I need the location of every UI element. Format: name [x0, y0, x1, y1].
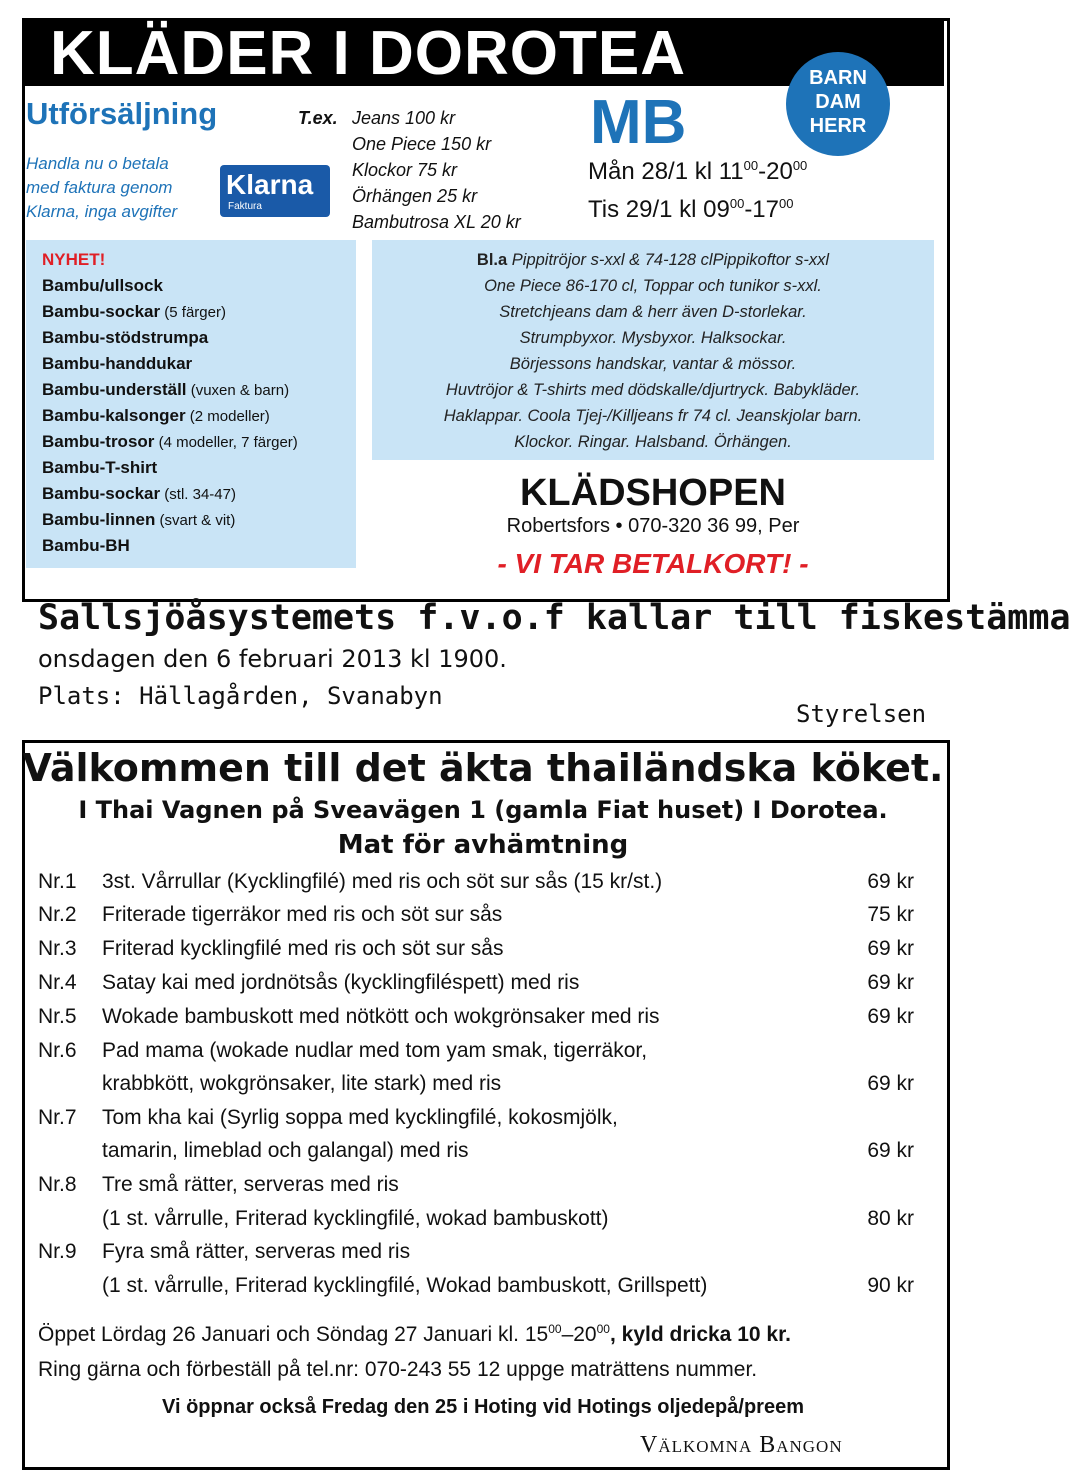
menu-item-description: (1 st. vårrulle, Friterad kycklingfilé, Wokad bambuskott, Grillspett) — [102, 1274, 708, 1297]
menu-item-description: Friterade tigerräkor med ris och söt sur sås — [102, 903, 503, 926]
menu-item-number: Nr.2 — [38, 903, 77, 926]
sale-date-line: Mån 28/1 kl $11^{00}-20^{00}$ — [588, 158, 808, 185]
product-item: Bambu-BH — [42, 536, 130, 555]
assortment-line: Stretchjeans dam & herr även D-storlekar. — [499, 303, 807, 321]
opening-hours: Öppet Lördag 26 Januari och Söndag 27 Januari kl. $15^{00}-20^{00}$, kyld dricka 10 kr. — [38, 1322, 791, 1346]
menu-item-number: Nr.9 — [38, 1240, 77, 1263]
menu-item-description: Tre små rätter, serveras med ris — [102, 1173, 399, 1196]
menu-item-number: Nr.3 — [38, 937, 77, 960]
new-products-heading: NYHET! — [42, 250, 106, 269]
thai-ad-title: Välkommen till det äkta thailändska köket. — [22, 746, 944, 790]
fishing-meeting-title: Sallsjöåsystemets f.v.o.f kallar till fiskestämma — [38, 598, 1071, 638]
assortment-line: One Piece 86-170 cl, Toppar och tunikor s-xxl. — [484, 277, 822, 295]
assortment-line: Haklappar. Coola Tjej-/Killjeans fr 74 cl. Jeanskjolar barn. — [443, 407, 863, 425]
shop-contact: Robertsfors • 070-320 36 99, Per — [506, 515, 800, 537]
menu-item-price: 75 kr — [867, 903, 914, 926]
assortment-line: Huvtröjor & T-shirts med dödskalle/djurtryck. Babykläder. — [445, 381, 861, 399]
badge-line-herr: HERR — [809, 115, 867, 137]
menu-item-description: Satay kai med jordnötsås (kycklingfiléspett) med ris — [102, 971, 580, 994]
klarna-logo — [220, 165, 330, 217]
thai-ad-takeaway: Mat för avhämtning — [337, 830, 629, 860]
product-item: Bambu-sockar (5 färger) — [42, 302, 226, 321]
menu-item-price: 69 kr — [867, 1072, 914, 1095]
price-item: Örhängen 25 kr — [352, 186, 478, 206]
menu-item-description: Friterad kycklingfilé med ris och söt sur sås — [102, 937, 504, 960]
menu-item-price: 69 kr — [867, 971, 914, 994]
order-phone-line: Ring gärna och förbeställ på tel.nr: 070-243 55 12 uppge maträttens nummer. — [38, 1358, 758, 1381]
fishing-meeting-date: onsdagen den 6 februari 2013 kl 1900. — [38, 645, 507, 673]
menu-item-description: Fyra små rätter, serveras med ris — [102, 1240, 411, 1263]
menu-item-description: Tom kha kai (Syrlig soppa med kycklingfilé, kokosmjölk, — [102, 1106, 618, 1129]
price-item: Jeans 100 kr — [352, 108, 456, 128]
price-item: Bambutrosa XL 20 kr — [352, 212, 521, 232]
ad-banner-title: KLÄDER I DOROTEA — [50, 19, 686, 88]
klarna-text-line: Klarna, inga avgifter — [26, 202, 178, 221]
thai-ad-subtitle: I Thai Vagnen på Sveavägen 1 (gamla Fiat huset) I Dorotea. — [78, 796, 888, 824]
product-item: Bambu-kalsonger (2 modeller) — [42, 406, 270, 425]
assortment-line: Börjessons handskar, vantar & mössor. — [509, 355, 797, 373]
product-item: Bambu-sockar (stl. 34-47) — [42, 484, 236, 503]
target-group-badge — [786, 52, 890, 156]
sale-date-line: Tis 29/1 kl $09^{00}-17^{00}$ — [588, 196, 794, 223]
menu-item-price: 69 kr — [867, 870, 914, 893]
klarna-logo-text: Klarna — [226, 169, 314, 200]
menu-item-price: 90 kr — [867, 1274, 914, 1297]
product-item: Bambu-handdukar — [42, 354, 193, 373]
menu-item-price: 69 kr — [867, 1005, 914, 1028]
product-item: Bambu-trosor (4 modeller, 7 färger) — [42, 432, 298, 451]
menu-item-price: 80 kr — [867, 1207, 914, 1230]
product-item: Bambu/ullsock — [42, 276, 163, 295]
menu-item-description: tamarin, limeblad och galangal) med ris — [102, 1139, 469, 1162]
fishing-meeting-signature: Styrelsen — [796, 700, 927, 728]
assortment-line: Strumpbyxor. Mysbyxor. Halksockar. — [519, 329, 787, 347]
assortment-box — [372, 240, 934, 460]
extra-opening-note: Vi öppnar också Fredag den 25 i Hoting vid Hotings oljedepå/preem — [162, 1396, 804, 1418]
product-item: Bambu-T-shirt — [42, 458, 158, 477]
menu-item-number: Nr.8 — [38, 1173, 77, 1196]
brand-logo: MB — [590, 88, 687, 157]
product-item: Bambu-underställ (vuxen & barn) — [42, 380, 290, 399]
menu-item-number: Nr.7 — [38, 1106, 77, 1129]
menu-item-number: Nr.5 — [38, 1005, 77, 1028]
card-payment-note: - VI TAR BETALKORT! - — [497, 548, 809, 579]
menu-item-number: Nr.1 — [38, 870, 77, 893]
product-item: Bambu-stödstrumpa — [42, 328, 209, 347]
menu-item-description: (1 st. vårrulle, Friterad kycklingfilé, wokad bambuskott) — [102, 1207, 609, 1230]
assortment-line: Bl.a Pippitröjor s-xxl & 74-128 clPippikoftor s-xxl — [476, 251, 830, 269]
menu-item-number: Nr.4 — [38, 971, 77, 994]
menu-item-price: 69 kr — [867, 937, 914, 960]
menu-item-description: krabbkött, wokgrönsaker, lite stark) med ris — [102, 1072, 502, 1095]
shop-name: KLÄDSHOPEN — [519, 472, 787, 514]
product-item: Bambu-linnen (svart & vit) — [42, 510, 236, 529]
price-item: Klockor 75 kr — [352, 160, 458, 180]
klarna-logo-subtext: Faktura — [228, 201, 262, 212]
klarna-text-line: Handla nu o betala — [26, 154, 169, 173]
menu-item-description: 3st. Vårrullar (Kycklingfilé) med ris och söt sur sås (15 kr/st.) — [102, 870, 663, 893]
menu-item-description: Wokade bambuskott med nötkött och wokgrönsaker med ris — [102, 1005, 660, 1028]
menu-item-price: 69 kr — [867, 1139, 914, 1162]
example-label: T.ex. — [298, 108, 338, 128]
badge-line-barn: BARN — [809, 67, 867, 89]
klarna-text-line: med faktura genom — [26, 178, 173, 197]
price-item: One Piece 150 kr — [352, 134, 492, 154]
badge-line-dam: DAM — [815, 91, 861, 113]
menu-item-number: Nr.6 — [38, 1039, 77, 1062]
sale-title: Utförsäljning — [26, 96, 218, 131]
assortment-line: Klockor. Ringar. Halsband. Örhängen. — [514, 433, 792, 451]
thai-ad-sign-off: Välkomna Bangon — [640, 1432, 843, 1458]
fishing-meeting-place: Plats: Hällagården, Svanabyn — [38, 682, 443, 710]
menu-item-description: Pad mama (wokade nudlar med tom yam smak, tigerräkor, — [102, 1039, 648, 1062]
